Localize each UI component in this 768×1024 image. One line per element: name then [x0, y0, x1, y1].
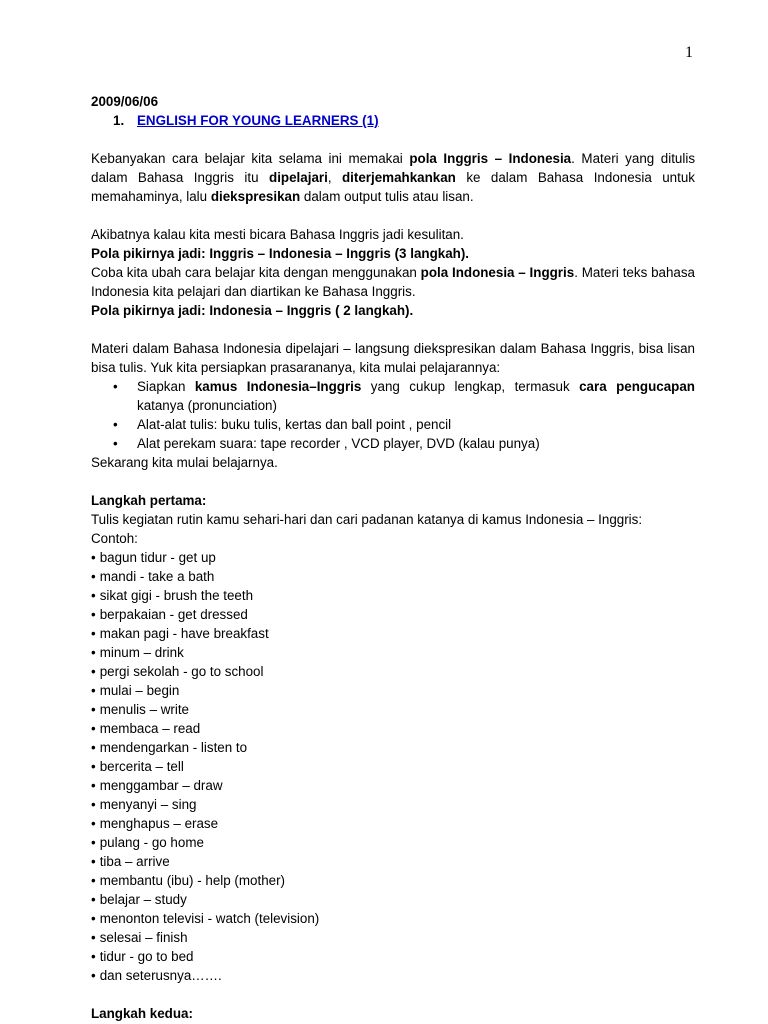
bullet-icon: • — [113, 379, 118, 394]
step-1-title — [91, 491, 695, 510]
bullet-icon: • — [91, 588, 96, 603]
step-2-title-text: Langkah kedua: — [91, 1006, 193, 1021]
item-text: Siapkan — [137, 379, 195, 394]
vocab-text: menyanyi – sing — [99, 797, 197, 812]
vocab-text: sikat gigi - brush the teeth — [99, 588, 254, 603]
document-body — [91, 92, 695, 1024]
bullet-icon: • — [91, 835, 96, 850]
vocab-item — [91, 947, 695, 966]
item-text: yang cukup lengkap, termasuk — [361, 379, 580, 394]
step-1-intro: Tulis kegiatan rutin kamu sehari-hari dan cari padanan katanya di kamus Indonesia – Inggris: — [91, 512, 643, 527]
item-text: katanya (pronunciation) — [137, 398, 277, 413]
item-bold: cara pengucapan — [579, 379, 695, 394]
vocab-text: bagun tidur - get up — [99, 550, 216, 565]
vocab-item — [91, 605, 695, 624]
step-1-title-text: Langkah pertama: — [91, 493, 207, 508]
vocab-text: membantu (ibu) - help (mother) — [99, 873, 286, 888]
para1-text-3: , — [327, 170, 342, 185]
pola-3-langkah: Pola pikirnya jadi: Inggris – Indonesia – Inggris (3 langkah). — [91, 246, 469, 261]
bullet-icon: • — [91, 759, 96, 774]
vocab-item — [91, 738, 695, 757]
item-bold: kamus Indonesia–Inggris — [194, 379, 362, 394]
para1-bold-1: pola Inggris – Indonesia — [409, 151, 572, 166]
para1-text-1: Kebanyakan cara belajar kita selama ini memakai — [91, 151, 410, 166]
paragraph-3-closing: Sekarang kita mulai belajarnya. — [91, 455, 278, 470]
vocab-item — [91, 548, 695, 567]
step-2-title — [91, 1004, 695, 1023]
vocab-text: tidur - go to bed — [99, 949, 194, 964]
vocab-text: mulai – begin — [99, 683, 180, 698]
paragraph-2-line-1: Akibatnya kalau kita mesti bicara Bahasa Inggris jadi kesulitan. — [91, 227, 464, 242]
vocab-text: menghapus – erase — [99, 816, 219, 831]
vocab-item — [91, 757, 695, 776]
para1-bold-2: dipelajari — [269, 170, 328, 185]
vocab-text: minum – drink — [99, 645, 184, 660]
vocab-text: menulis – write — [99, 702, 190, 717]
vocab-item — [91, 586, 695, 605]
step-1-example-label: Contoh: — [91, 531, 138, 546]
bullet-icon: • — [91, 854, 96, 869]
vocab-text: berpakaian - get dressed — [99, 607, 248, 622]
vocab-text: membaca – read — [99, 721, 201, 736]
para1-bold-3: diterjemahkankan — [342, 170, 456, 185]
bullet-icon: • — [91, 550, 96, 565]
heading-link[interactable]: ENGLISH FOR YOUNG LEARNERS (1) — [137, 113, 379, 128]
para1-text-2: . Materi yang ditulis dalam Bahasa Inggris itu — [91, 151, 696, 185]
vocab-item — [91, 624, 695, 643]
vocab-item — [91, 662, 695, 681]
bullet-icon: • — [91, 626, 96, 641]
bullet-icon: • — [91, 892, 96, 907]
para1-text-5: dalam output tulis atau lisan. — [300, 189, 474, 204]
vocab-text: dan seterusnya……. — [99, 968, 222, 983]
list-item — [91, 415, 695, 434]
bullet-icon: • — [91, 664, 96, 679]
vocab-item — [91, 966, 695, 985]
vocab-text: bercerita – tell — [99, 759, 184, 774]
bullet-icon: • — [91, 797, 96, 812]
bullet-icon: • — [91, 930, 96, 945]
bullet-icon: • — [113, 436, 118, 451]
vocab-text: menonton televisi - watch (television) — [99, 911, 320, 926]
vocab-item — [91, 643, 695, 662]
list-item — [91, 434, 695, 453]
prasarana-list — [91, 377, 695, 453]
vocab-item — [91, 890, 695, 909]
paragraph-1 — [91, 149, 695, 206]
numbered-heading — [91, 111, 695, 130]
list-item — [91, 377, 695, 415]
bullet-icon: • — [91, 607, 96, 622]
vocab-text: pergi sekolah - go to school — [99, 664, 264, 679]
pola-2-langkah: Pola pikirnya jadi: Indonesia – Inggris ( 2 langkah). — [91, 303, 414, 318]
page-number: 1 — [685, 44, 693, 61]
vocab-item — [91, 719, 695, 738]
para2-text-1: Coba kita ubah cara belajar kita dengan menggunakan — [91, 265, 421, 280]
bullet-icon: • — [91, 949, 96, 964]
para2-bold-1: pola Indonesia – Inggris — [420, 265, 575, 280]
bullet-icon: • — [91, 569, 96, 584]
vocab-text: mendengarkan - listen to — [99, 740, 248, 755]
para2-text-2: . Materi teks bahasa Indonesia kita pelajari dan diartikan ke Bahasa Inggris. — [91, 265, 695, 299]
heading-number: 1. — [113, 113, 125, 128]
bullet-icon: • — [91, 911, 96, 926]
bullet-icon: • — [91, 873, 96, 888]
bullet-icon: • — [91, 683, 96, 698]
vocabulary-list — [91, 548, 695, 985]
vocab-item — [91, 833, 695, 852]
para1-text-4: ke dalam Bahasa Indonesia untuk memahaminya, lalu — [91, 170, 695, 204]
paragraph-2-line-4 — [91, 301, 695, 320]
bullet-icon: • — [91, 721, 96, 736]
item-text: Alat perekam suara: tape recorder , VCD player, DVD (kalau punya) — [137, 436, 540, 451]
vocab-item — [91, 928, 695, 947]
vocab-item — [91, 795, 695, 814]
bullet-icon: • — [91, 702, 96, 717]
vocab-text: menggambar – draw — [99, 778, 223, 793]
paragraph-2-line-2 — [91, 244, 695, 263]
vocab-item — [91, 681, 695, 700]
vocab-item — [91, 776, 695, 795]
bullet-icon: • — [91, 778, 96, 793]
para1-bold-4: diekspresikan — [210, 189, 301, 204]
paragraph-2-line-3 — [91, 263, 695, 301]
vocab-item — [91, 814, 695, 833]
vocab-text: belajar – study — [99, 892, 187, 907]
vocab-text: makan pagi - have breakfast — [99, 626, 269, 641]
paragraph-3: Materi dalam Bahasa Indonesia dipelajari – langsung diekspresikan dalam Bahasa Inggris, bisa lisan bisa tulis. Yuk kita persiapkan prasarananya, kita mulai pelajarannya: — [91, 341, 695, 375]
vocab-item — [91, 852, 695, 871]
vocab-item — [91, 700, 695, 719]
bullet-icon: • — [91, 968, 96, 983]
vocab-text: tiba – arrive — [99, 854, 170, 869]
vocab-text: pulang - go home — [99, 835, 204, 850]
vocab-item — [91, 567, 695, 586]
bullet-icon: • — [91, 645, 96, 660]
bullet-icon: • — [113, 417, 118, 432]
item-text: Alat-alat tulis: buku tulis, kertas dan ball point , pencil — [137, 417, 452, 432]
bullet-icon: • — [91, 740, 96, 755]
vocab-text: mandi - take a bath — [99, 569, 215, 584]
date-heading: 2009/06/06 — [91, 94, 159, 109]
vocab-text: selesai – finish — [99, 930, 188, 945]
bullet-icon: • — [91, 816, 96, 831]
vocab-item — [91, 909, 695, 928]
vocab-item — [91, 871, 695, 890]
